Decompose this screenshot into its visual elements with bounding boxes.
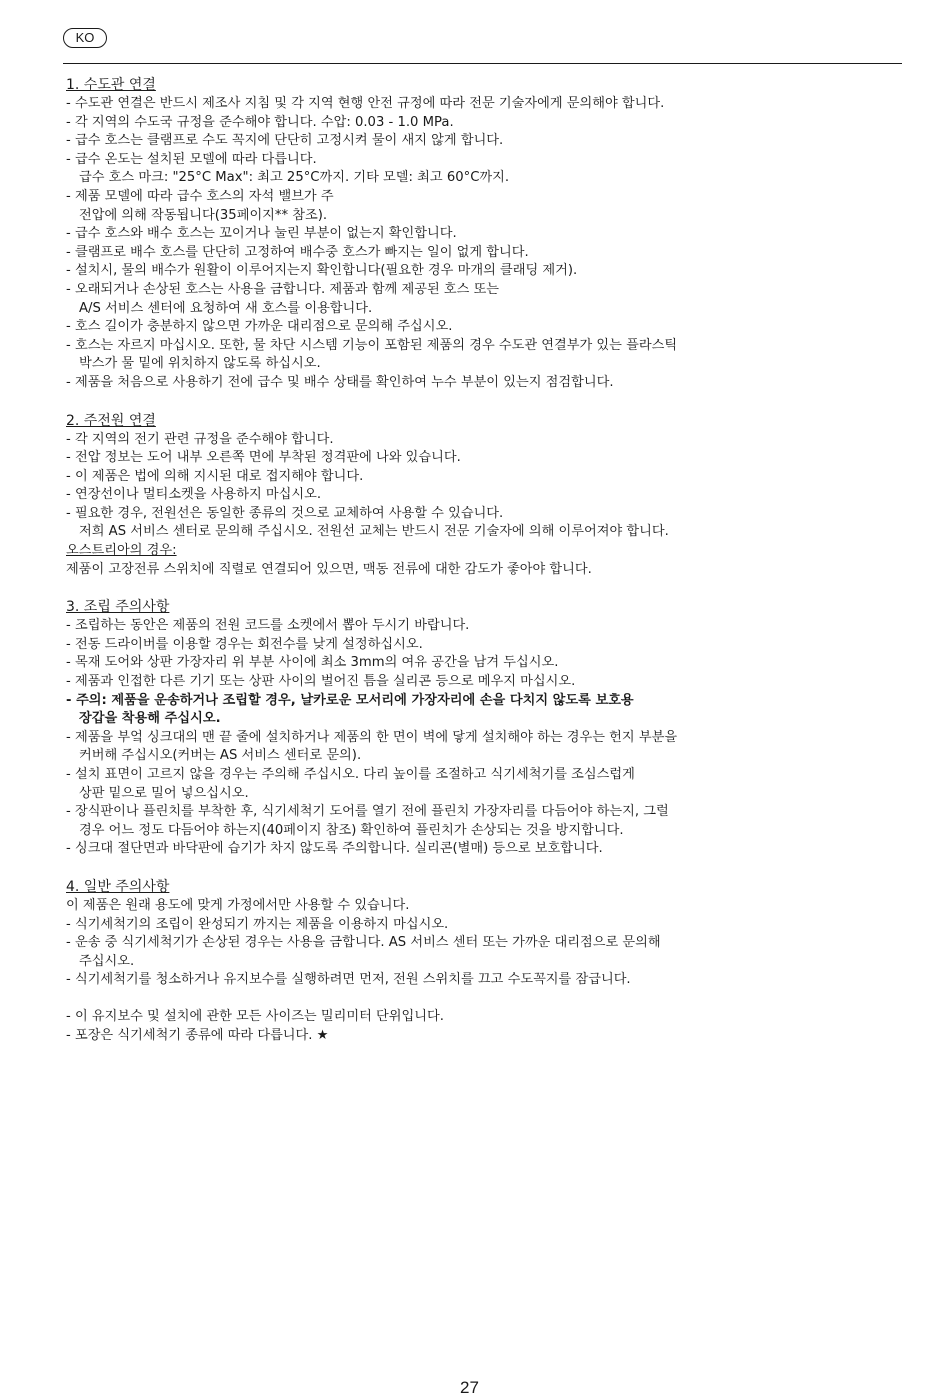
warning-line: - 주의: 제품을 운송하거나 조립할 경우, 날카로운 모서리에 가장자리에 손을 다치지 않도록 보호용 — [66, 692, 634, 708]
text-line: - 필요한 경우, 전원선은 동일한 종류의 것으로 교체하여 사용할 수 있습니다. — [66, 505, 504, 521]
section-heading: 4. 일반 주의사항 — [66, 878, 170, 895]
section-power-connection — [66, 412, 911, 580]
text-line: - 이 유지보수 및 설치에 관한 모든 사이즈는 밀리미터 단위입니다. — [66, 1008, 444, 1024]
text-line: - 클램프로 배수 호스를 단단히 고정하여 배수중 호스가 빠지는 일이 없게 합니다. — [66, 244, 529, 260]
text-line: - 설치 표면이 고르지 않을 경우는 주의해 주십시오. 다리 높이를 조절하고 식기세척기를 조심스럽게 — [66, 767, 635, 782]
section-general-notes — [66, 878, 911, 1045]
text-line: 주십시오. — [79, 953, 135, 969]
text-line: 급수 호스 마크: "25°C Max": 최고 25°C까지. 기타 모델: 최고 60°C까지. — [79, 170, 510, 186]
text-line: - 조립하는 동안은 제품의 전원 코드를 소켓에서 뽑아 두시기 바랍니다. — [66, 618, 470, 634]
text-line: - 설치시, 물의 배수가 원활이 이루어지는지 확인합니다(필요한 경우 마개의 클래딩 제거). — [66, 263, 578, 279]
text-line: 박스가 물 밑에 위치하지 않도록 하십시오. — [79, 356, 321, 372]
section-assembly-notes — [66, 598, 911, 859]
header-rule — [63, 63, 902, 64]
text-line: - 제품을 부엌 싱크대의 맨 끝 줄에 설치하거나 제품의 한 면이 벽에 닿게 설치해야 하는 경우는 헌지 부분을 — [66, 729, 678, 745]
text-line: - 각 지역의 수도국 규정을 준수해야 합니다. 수압: 0.03 - 1.0 MPa. — [66, 114, 454, 130]
text-line: - 식기세척기의 조립이 완성되기 까지는 제품을 이용하지 마십시오. — [66, 916, 449, 932]
text-line: - 제품 모델에 따라 급수 호스의 자석 밸브가 주 — [66, 188, 334, 204]
text-line: - 포장은 식기세척기 종류에 따라 다릅니다. ★ — [66, 1027, 329, 1043]
section-heading: 3. 조립 주의사항 — [66, 599, 170, 616]
text-line: - 연장선이나 멀티소켓을 사용하지 마십시오. — [66, 487, 322, 503]
spacer — [66, 990, 911, 1008]
text-line: - 전압 정보는 도어 내부 오른쪽 면에 부착된 정격판에 나와 있습니다. — [66, 450, 461, 466]
text-line: - 싱크대 절단면과 바닥판에 습기가 차지 않도록 주의합니다. 실리콘(별매) 등으로 보호합니다. — [66, 841, 603, 857]
text-line: - 목재 도어와 상판 가장자리 위 부분 사이에 최소 3mm의 여유 공간을 남겨 두십시오. — [66, 655, 559, 671]
text-line: - 급수 온도는 설치된 모델에 따라 다릅니다. — [66, 151, 317, 167]
text-line: - 운송 중 식기세척기가 손상된 경우는 사용을 금합니다. AS 서비스 센터 또는 가까운 대리점으로 문의해 — [66, 935, 661, 951]
section-water-connection — [66, 76, 911, 393]
page-number: 27 — [460, 1378, 479, 1397]
text-line: - 수도관 연결은 반드시 제조사 지침 및 각 지역 현행 안전 규정에 따라 전문 기술자에게 문의해야 합니다. — [66, 96, 665, 111]
text-line: - 급수 호스는 클램프로 수도 꼭지에 단단히 고정시켜 물이 새지 않게 합니다. — [66, 133, 504, 149]
document-body — [66, 76, 911, 1045]
section-heading: 1. 수도관 연결 — [66, 77, 156, 93]
text-line: - 제품을 처음으로 사용하기 전에 급수 및 배수 상태를 확인하여 누수 부분이 있는지 점검합니다. — [66, 374, 614, 390]
text-line: 이 제품은 원래 용도에 맞게 가정에서만 사용할 수 있습니다. — [66, 897, 410, 913]
text-line: - 이 제품은 법에 의해 지시된 대로 접지해야 합니다. — [66, 468, 364, 484]
text-line: 커버해 주십시오(커버는 AS 서비스 센터로 문의). — [79, 748, 362, 764]
text-line: 저희 AS 서비스 센터로 문의해 주십시오. 전원선 교체는 반드시 전문 기술자에 의해 이루어져야 합니다. — [79, 524, 669, 540]
text-line: 상판 밑으로 밀어 넣으십시오. — [79, 785, 249, 801]
text-line: 전압에 의해 작동됩니다(35페이지** 참조). — [79, 207, 328, 223]
text-line: - 급수 호스와 배수 호스는 꼬이거나 눌린 부분이 없는지 확인합니다. — [66, 226, 457, 242]
text-line: - 제품과 인접한 다른 기기 또는 상판 사이의 벌어진 틈을 실리콘 등으로 메우지 마십시오. — [66, 674, 576, 690]
subheading-austria: 오스트리아의 경우: — [66, 543, 177, 559]
text-line: - 오래되거나 손상된 호스는 사용을 금합니다. 제품과 함께 제공된 호스 또는 — [66, 281, 500, 297]
text-line: - 각 지역의 전기 관련 규정을 준수해야 합니다. — [66, 431, 334, 447]
text-line: - 전동 드라이버를 이용할 경우는 회전수를 낮게 설정하십시오. — [66, 636, 423, 652]
text-line: 경우 어느 정도 다듬어야 하는지(40페이지 참조) 확인하여 플린치가 손상되는 것을 방지합니다. — [79, 822, 624, 838]
warning-line: 장갑을 착용해 주십시오. — [79, 711, 221, 727]
text-line: A/S 서비스 센터에 요청하여 새 호스를 이용합니다. — [79, 300, 373, 316]
section-heading: 2. 주전원 연결 — [66, 412, 156, 429]
text-line: - 호스 길이가 충분하지 않으면 가까운 대리점으로 문의해 주십시오. — [66, 319, 453, 335]
language-badge: KO — [63, 28, 107, 48]
text-line: - 장식판이나 플린치를 부착한 후, 식기세척기 도어를 열기 전에 플린치 가장자리를 다듬어야 하는지, 그럴 — [66, 804, 669, 820]
text-line: - 식기세척기를 청소하거나 유지보수를 실행하려면 먼저, 전원 스위치를 끄고 수도꼭지를 잠급니다. — [66, 972, 631, 988]
text-line: - 호스는 자르지 마십시오. 또한, 물 차단 시스템 기능이 포함된 제품의 경우 수도관 연결부가 있는 플라스틱 — [66, 337, 678, 353]
text-line: 제품이 고장전류 스위치에 직렬로 연결되어 있으면, 맥동 전류에 대한 감도가 좋아야 합니다. — [66, 561, 592, 577]
